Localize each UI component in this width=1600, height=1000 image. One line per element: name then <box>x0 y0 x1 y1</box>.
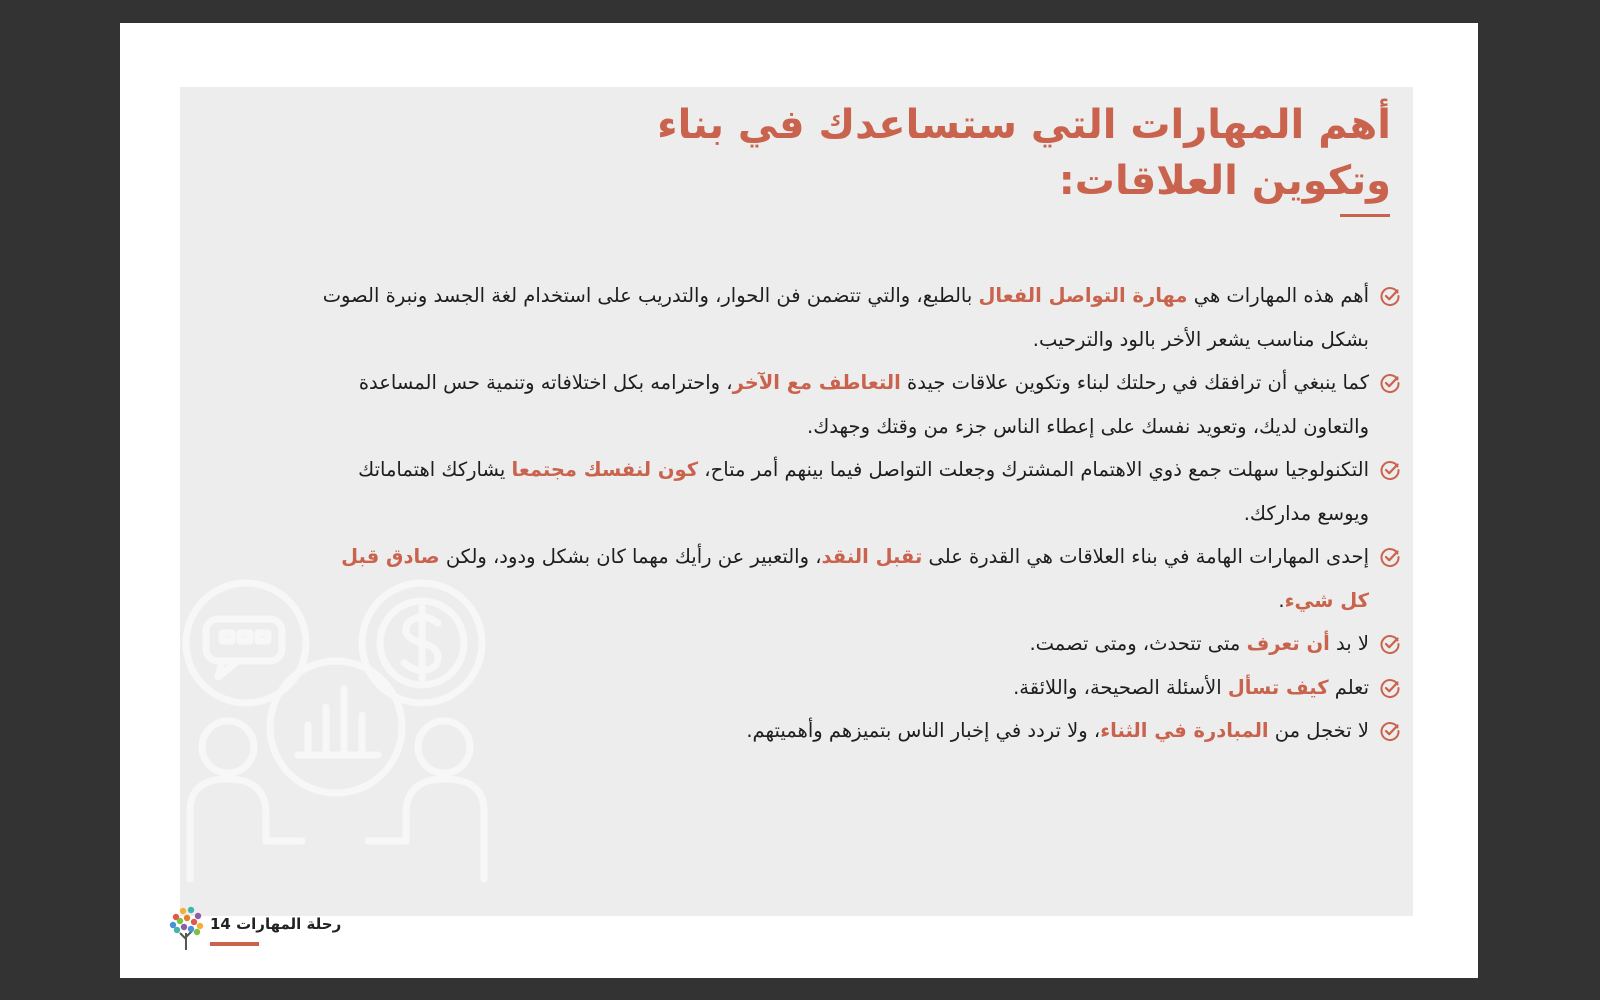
page-title <box>491 97 1391 209</box>
title-line-1: أهم المهارات التي ستساعدك في بناء <box>657 102 1391 148</box>
check-circle-icon <box>1379 677 1401 699</box>
body-text: ، ولا تردد في إخبار الناس بتميزهم وأهميتهم. <box>746 719 1101 742</box>
check-circle-icon <box>1379 285 1401 307</box>
body-text: . <box>1278 588 1285 612</box>
body-text: الأسئلة الصحيحة، واللائقة. <box>1013 675 1228 699</box>
list-item <box>321 448 1401 535</box>
body-text: إحدى المهارات الهامة في بناء العلاقات هي القدرة على <box>922 545 1369 568</box>
body-text: ، واحترامه بكل اختلافاته وتنمية حس المساعدة والتعاون لديك، وتعويد نفسك على إعطاء الناس جزء من وقتك وجهدك. <box>358 371 1369 438</box>
body-text: بالطبع، والتي تتضمن فن الحوار، والتدريب على استخدام لغة الجسد ونبرة الصوت بشكل مناسب يشعر الأخر بالود والترحيب. <box>322 284 1369 351</box>
check-circle-icon <box>1379 372 1401 394</box>
body-text: تعلم <box>1328 675 1369 699</box>
list-item <box>321 622 1401 666</box>
title-underline <box>1340 214 1390 217</box>
check-circle-icon <box>1379 459 1401 481</box>
body-text: يشاركك اهتماماتك ويوسع مداركك. <box>358 458 1369 525</box>
highlight-text: كون لنفسك مجتمعا <box>511 458 699 481</box>
body-text: ، والتعبير عن رأيك مهما كان بشكل ودود، ولكن <box>439 545 822 568</box>
body-text: كما ينبغي أن ترافقك في رحلتك لبناء وتكوين علاقات جيدة <box>900 371 1369 394</box>
body-text: التكنولوجيا سهلت جمع ذوي الاهتمام المشترك وجعلت التواصل فيما بينهم أمر متاح، <box>698 458 1369 481</box>
highlight-text: المبادرة في الثناء <box>1100 719 1269 742</box>
list-item <box>321 535 1401 622</box>
content-panel <box>180 87 1413 916</box>
highlight-text: أن تعرف <box>1246 632 1330 655</box>
slide-page <box>120 23 1478 978</box>
check-circle-icon <box>1379 720 1401 742</box>
check-circle-icon <box>1379 546 1401 568</box>
body-text: متى تتحدث، ومتى تصمت. <box>1029 632 1247 655</box>
highlight-text: تقبل النقد <box>821 545 923 568</box>
list-item <box>321 709 1401 753</box>
list-item <box>321 361 1401 448</box>
body-text: لا بد <box>1329 632 1369 655</box>
title-line-2: وتكوين العلاقات: <box>1058 158 1391 204</box>
highlight-text: كيف تسأل <box>1227 675 1329 699</box>
highlight-text: مهارة التواصل الفعال <box>978 284 1188 307</box>
highlight-text: التعاطف مع الآخر <box>732 371 901 394</box>
footer <box>166 901 406 951</box>
list-item <box>321 274 1401 361</box>
list-item <box>321 666 1401 710</box>
skills-list <box>321 274 1401 753</box>
tree-logo-icon <box>166 903 206 951</box>
check-circle-icon <box>1379 633 1401 655</box>
body-text: أهم هذه المهارات هي <box>1187 284 1369 307</box>
footer-page-label: رحلة المهارات 14 <box>210 915 342 933</box>
highlight-text: صادق قبل كل شيء <box>341 545 1369 612</box>
body-text: لا تخجل من <box>1268 719 1369 742</box>
footer-underline <box>210 942 259 946</box>
